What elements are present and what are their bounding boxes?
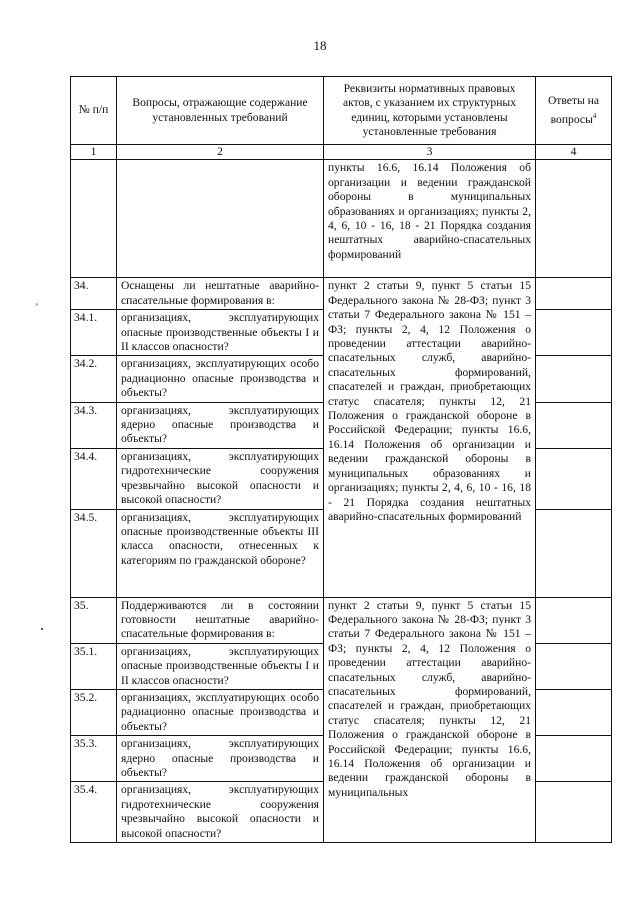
row-answer [536, 782, 612, 843]
table-row [71, 278, 612, 310]
row-number: 34.3. [71, 402, 117, 448]
table-row [71, 160, 612, 278]
header-number: № п/п [71, 77, 117, 145]
row-number: 35.1. [71, 643, 117, 689]
row-question: организациях, эксплуатирующих особо радиационно опасные производства и объекты? [117, 356, 324, 402]
page-number: 18 [313, 38, 327, 53]
margin-dot [41, 628, 43, 630]
table-header-row [71, 77, 612, 145]
row-reference: пункт 2 статьи 9, пункт 5 статьи 15 Федерального закона № 28-ФЗ; пункт 3 статьи 7 Федерального закона № 151 – ФЗ; пункты 2, 4, 12 Положения о проведении аттестации аварийно-спасательных служб, аварийно-спасательных формирований, спасателей и граждан, приобретающих статус спасателя; пункты 12, 21 Положения о гражданской обороне в Российской Федерации; пункты 16.6, 16.14 Положения об организации и ведении гражданской обороны в муниципальных [324, 597, 536, 843]
row-question: организациях, эксплуатирующих ядерно опасные производства и объекты? [117, 402, 324, 448]
row-question: Поддерживаются ли в состоянии готовности нештатные аварийно-спасательные формирования в: [117, 597, 324, 643]
row-number: 35.2. [71, 689, 117, 735]
row-answer [536, 356, 612, 402]
row-number [71, 160, 117, 278]
row-number: 34.1. [71, 310, 117, 356]
row-number: 34.4. [71, 448, 117, 509]
row-answer [536, 448, 612, 509]
margin-mark: ˚ [35, 302, 39, 314]
column-number: 4 [536, 145, 612, 160]
column-number: 1 [71, 145, 117, 160]
row-question: организациях, эксплуатирующих опасные производственные объекты I и II классов опасности? [117, 310, 324, 356]
column-number: 3 [324, 145, 536, 160]
row-number: 35.3. [71, 736, 117, 782]
row-question [117, 160, 324, 278]
row-answer [536, 597, 612, 643]
row-answer [536, 310, 612, 356]
header-answers [536, 77, 612, 145]
row-number: 34.2. [71, 356, 117, 402]
row-question: организациях, эксплуатирующих опасные производственные объекты III класса опасности, отнесенных к категориям по гражданской обороне? [117, 509, 324, 597]
row-answer [536, 160, 612, 278]
column-number: 2 [117, 145, 324, 160]
row-number: 35.4. [71, 782, 117, 843]
row-answer [536, 278, 612, 310]
row-question: организациях, эксплуатирующих опасные производственные объекты I и II классов опасности? [117, 643, 324, 689]
table-row [71, 597, 612, 643]
column-numbers-row [71, 145, 612, 160]
row-answer [536, 402, 612, 448]
footnote-mark: 4 [592, 111, 597, 120]
header-references: Реквизиты нормативных правовых актов, с указанием их структурных единиц, которыми установлены установленные требования [324, 77, 536, 145]
row-number: 35. [71, 597, 117, 643]
requirements-table [70, 76, 612, 843]
header-questions: Вопросы, отражающие содержание установленных требований [117, 77, 324, 145]
row-answer [536, 736, 612, 782]
row-reference: пункты 16.6, 16.14 Положения об организации и ведении гражданской обороны в муниципальных образованиях и организациях; пункты 2, 4, 6, 10 - 16, 18 - 21 Порядка создания нештатных аварийно-спасательных формирований [324, 160, 536, 278]
row-answer [536, 643, 612, 689]
row-number: 34. [71, 278, 117, 310]
header-answers-label: Ответы на вопросы [547, 94, 600, 126]
row-question: организациях, эксплуатирующих ядерно опасные производства и объекты? [117, 736, 324, 782]
row-number: 34.5. [71, 509, 117, 597]
row-answer [536, 689, 612, 735]
row-question: организациях, эксплуатирующих особо радиационно опасные производства и объекты? [117, 689, 324, 735]
row-answer [536, 509, 612, 597]
row-question: организациях, эксплуатирующих гидротехнические сооружения чрезвычайно высокой опасности и высокой опасности? [117, 782, 324, 843]
row-question: организациях, эксплуатирующих гидротехнические сооружения чрезвычайно высокой опасности и высокой опасности? [117, 448, 324, 509]
row-reference: пункт 2 статьи 9, пункт 5 статьи 15 Федерального закона № 28-ФЗ; пункт 3 статьи 7 Федерального закона № 151 – ФЗ; пункты 2, 4, 12 Положения о проведении аттестации аварийно-спасательных служб, аварийно-спасательных формирований, спасателей и граждан, приобретающих статус спасателя; пункты 12, 21 Положения о гражданской обороне в Российской Федерации; пункты 16.6, 16.14 Положения об организации и ведении гражданской обороны в муниципальных образованиях и организациях; пункты 2, 4, 6, 10 - 16, 18 - 21 Порядка создания нештатных аварийно-спасательных формирований [324, 278, 536, 597]
row-question: Оснащены ли нештатные аварийно-спасательные формирования в: [117, 278, 324, 310]
